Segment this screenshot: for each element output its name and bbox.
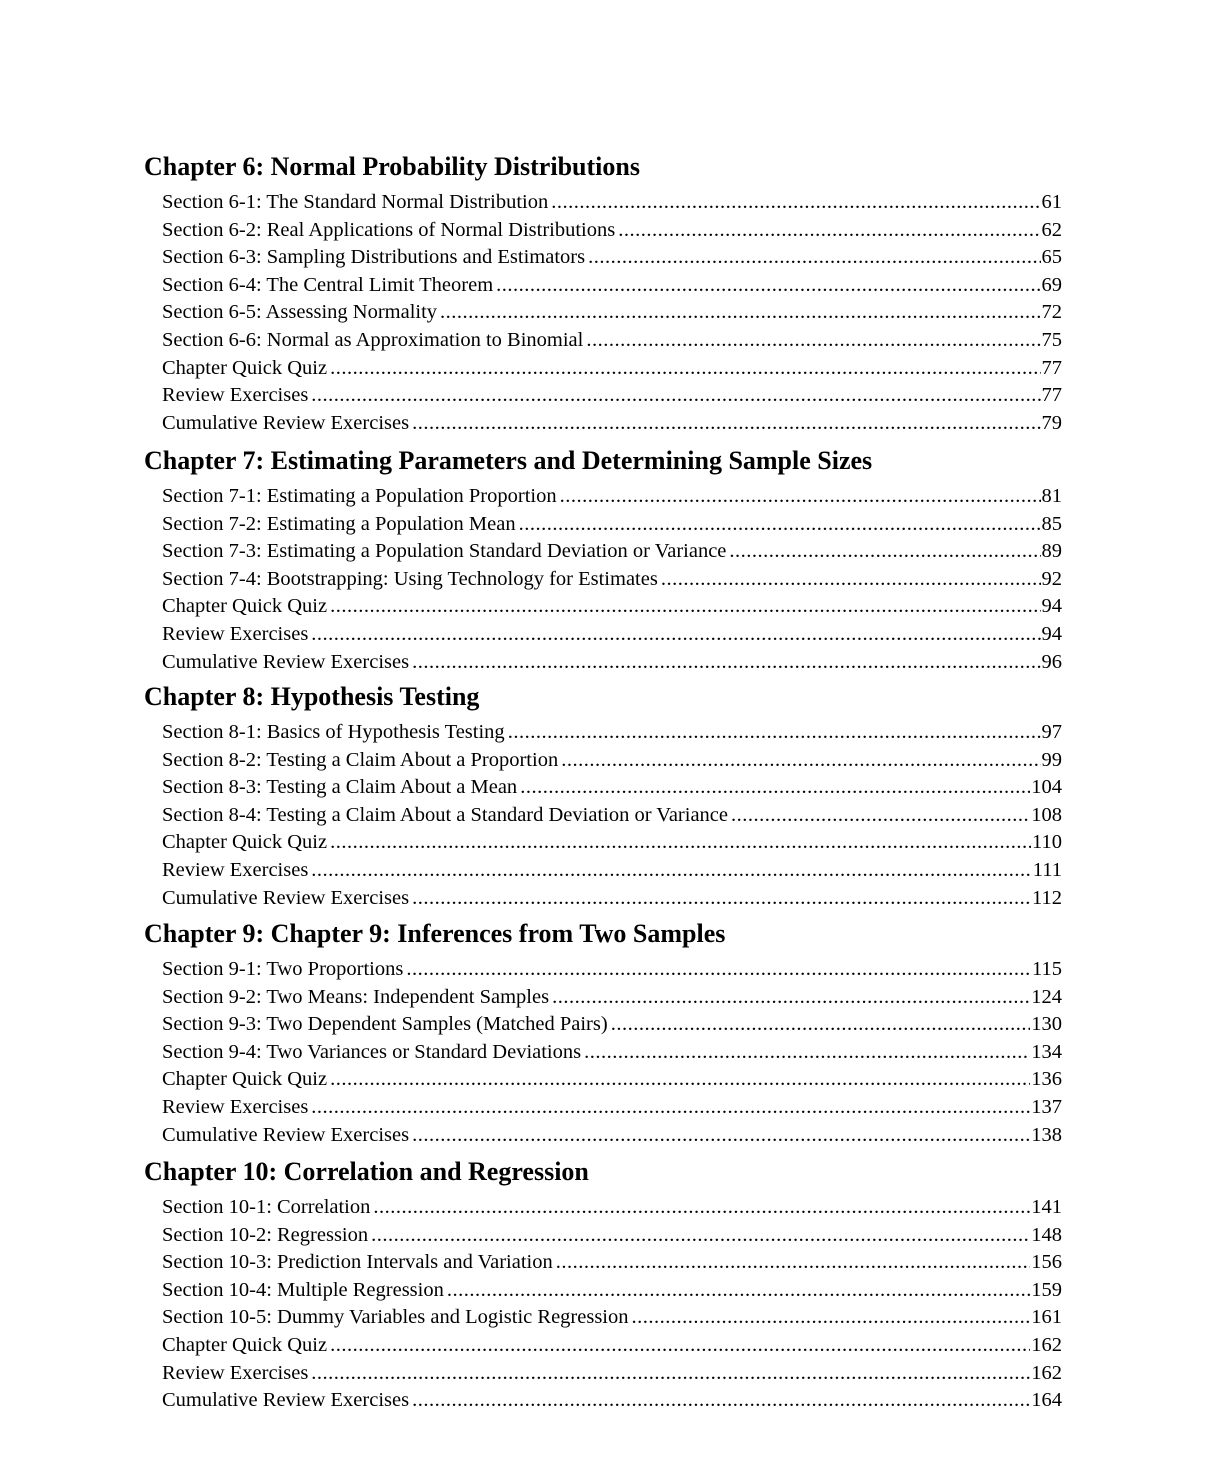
toc-page-number: 110 — [1032, 831, 1062, 854]
toc-entry-label: Section 9-4: Two Variances or Standard Deviations — [162, 1040, 582, 1063]
toc-entry[interactable] — [162, 1193, 1062, 1221]
chapter-title: Chapter 9: Chapter 9: Inferences from Two Samples — [144, 919, 726, 948]
toc-entry-label: Section 10-3: Prediction Intervals and Variation — [162, 1251, 553, 1274]
toc-entry[interactable] — [162, 648, 1062, 676]
toc-entry[interactable] — [162, 746, 1062, 774]
toc-entry-label: Section 8-4: Testing a Claim About a Standard Deviation or Variance — [162, 803, 728, 826]
toc-page-number: 164 — [1031, 1389, 1062, 1412]
dot-leader — [373, 1193, 1030, 1221]
toc-entry[interactable] — [162, 856, 1062, 884]
toc-entry-label: Cumulative Review Exercises — [162, 1389, 410, 1412]
dot-leader — [412, 884, 1031, 912]
toc-page-number: 77 — [1041, 356, 1062, 379]
chapter-title: Chapter 7: Estimating Parameters and Determining Sample Sizes — [144, 446, 873, 475]
dot-leader — [588, 243, 1040, 271]
chapter-title: Chapter 6: Normal Probability Distributions — [144, 152, 640, 181]
toc-entry[interactable] — [162, 271, 1062, 299]
toc-entry-label: Section 6-3: Sampling Distributions and Estimators — [162, 246, 586, 269]
toc-entry[interactable] — [162, 718, 1062, 746]
dot-leader — [447, 1276, 1030, 1304]
toc-page-number: 148 — [1031, 1223, 1062, 1246]
toc-entry-label: Section 8-1: Basics of Hypothesis Testing — [162, 721, 505, 743]
toc-page-number: 108 — [1031, 803, 1062, 826]
toc-page-number: 75 — [1041, 329, 1062, 351]
toc-page-number: 81 — [1041, 485, 1062, 507]
dot-leader — [412, 409, 1040, 437]
toc-entry-label: Section 9-2: Two Means: Independent Samples — [162, 985, 550, 1008]
dot-leader — [551, 188, 1040, 216]
toc-page-number: 161 — [1031, 1306, 1062, 1329]
toc-entry-label: Section 7-2: Estimating a Population Mean — [162, 512, 516, 535]
toc-entry-label: Section 8-3: Testing a Claim About a Mean — [162, 776, 518, 799]
dot-leader — [311, 620, 1040, 648]
toc-page-number: 112 — [1032, 886, 1062, 909]
toc-page-number: 104 — [1031, 776, 1062, 799]
toc-page-number: 138 — [1031, 1123, 1062, 1146]
dot-leader — [311, 381, 1040, 409]
dot-leader — [330, 1331, 1030, 1359]
toc-entry[interactable] — [162, 801, 1062, 829]
toc-entry[interactable] — [162, 1093, 1062, 1121]
chapter-title: Chapter 10: Correlation and Regression — [144, 1157, 589, 1186]
toc-page-number: 162 — [1031, 1334, 1062, 1356]
toc-entry-label: Section 6-2: Real Applications of Normal Distributions — [162, 218, 616, 241]
toc-entry[interactable] — [162, 243, 1062, 271]
toc-page-number: 130 — [1031, 1013, 1062, 1036]
dot-leader — [406, 955, 1031, 983]
dot-leader — [552, 983, 1030, 1011]
toc-entry-label: Cumulative Review Exercises — [162, 1123, 410, 1146]
toc-page-number: 156 — [1031, 1251, 1062, 1274]
toc-page-number: 99 — [1041, 748, 1062, 771]
toc-entry[interactable] — [162, 983, 1062, 1011]
toc-entry[interactable] — [162, 955, 1062, 983]
toc-entry[interactable] — [162, 537, 1062, 565]
toc-entry[interactable] — [162, 1010, 1062, 1038]
toc-entry[interactable] — [162, 216, 1062, 244]
dot-leader — [412, 1121, 1030, 1149]
toc-page-number: 134 — [1031, 1040, 1062, 1063]
toc-entry-label: Section 7-3: Estimating a Population Standard Deviation or Variance — [162, 540, 727, 563]
toc-entry[interactable] — [162, 1248, 1062, 1276]
toc-entry-label: Chapter Quick Quiz — [162, 1334, 328, 1356]
dot-leader — [412, 648, 1040, 676]
toc-entry[interactable] — [162, 773, 1062, 801]
toc-entry-label: Cumulative Review Exercises — [162, 650, 410, 673]
toc-entry-label: Chapter Quick Quiz — [162, 831, 328, 854]
toc-page-number: 141 — [1031, 1196, 1062, 1218]
toc-page-number: 94 — [1041, 623, 1062, 645]
toc-entry[interactable] — [162, 510, 1062, 538]
toc-page-number: 61 — [1041, 191, 1062, 213]
toc-page-number: 92 — [1041, 567, 1062, 590]
dot-leader — [586, 326, 1040, 354]
toc-entry[interactable] — [162, 620, 1062, 648]
dot-leader — [330, 1065, 1030, 1093]
dot-leader — [520, 773, 1030, 801]
dot-leader — [618, 216, 1040, 244]
toc-entry[interactable] — [162, 1038, 1062, 1066]
dot-leader — [311, 856, 1031, 884]
toc-entry[interactable] — [162, 298, 1062, 326]
toc-entry-label: Review Exercises — [162, 1096, 309, 1118]
toc-entry-label: Section 10-2: Regression — [162, 1223, 369, 1246]
toc-entry-label: Review Exercises — [162, 384, 309, 407]
dot-leader — [561, 746, 1040, 774]
toc-entry[interactable] — [162, 565, 1062, 593]
toc-page-number: 137 — [1031, 1096, 1062, 1118]
toc-entry-label: Review Exercises — [162, 859, 309, 881]
toc-entry-label: Cumulative Review Exercises — [162, 411, 410, 434]
toc-entry-label: Section 10-1: Correlation — [162, 1196, 371, 1218]
dot-leader — [371, 1221, 1030, 1249]
toc-page-number: 65 — [1041, 246, 1062, 269]
toc-entry-label: Section 6-6: Normal as Approximation to Binomial — [162, 329, 584, 351]
dot-leader — [731, 801, 1030, 829]
toc-page-number: 62 — [1041, 218, 1062, 241]
toc-entry[interactable] — [162, 409, 1062, 437]
toc-entry-label: Section 9-3: Two Dependent Samples (Matched Pairs) — [162, 1013, 608, 1036]
dot-leader — [440, 298, 1040, 326]
dot-leader — [508, 718, 1041, 746]
toc-entry-label: Section 10-5: Dummy Variables and Logistic Regression — [162, 1306, 629, 1329]
toc-page-number: 85 — [1041, 512, 1062, 535]
dot-leader — [560, 482, 1041, 510]
toc-page-number: 111 — [1032, 859, 1062, 881]
toc-entry-label: Chapter Quick Quiz — [162, 356, 328, 379]
toc-entry-label: Chapter Quick Quiz — [162, 595, 328, 618]
dot-leader — [496, 271, 1040, 299]
toc-page-number: 159 — [1031, 1278, 1062, 1301]
toc-entry-label: Section 10-4: Multiple Regression — [162, 1278, 444, 1301]
dot-leader — [412, 1386, 1030, 1414]
toc-entry-label: Section 6-5: Assessing Normality — [162, 301, 438, 324]
toc-entry-label: Section 6-1: The Standard Normal Distribution — [162, 191, 549, 213]
toc-entry[interactable] — [162, 1303, 1062, 1331]
toc-entry[interactable] — [162, 592, 1062, 620]
toc-entry[interactable] — [162, 1065, 1062, 1093]
toc-entry[interactable] — [162, 884, 1062, 912]
dot-leader — [519, 510, 1041, 538]
toc-page-number: 77 — [1041, 384, 1062, 407]
dot-leader — [330, 592, 1040, 620]
toc-entry-label: Section 9-1: Two Proportions — [162, 958, 404, 980]
toc-page-number: 115 — [1032, 958, 1062, 980]
toc-page-number: 69 — [1041, 273, 1062, 296]
toc-entry-label: Section 7-4: Bootstrapping: Using Technology for Estimates — [162, 567, 658, 590]
dot-leader — [330, 354, 1040, 382]
dot-leader — [729, 537, 1040, 565]
toc-entry-label: Review Exercises — [162, 1361, 309, 1384]
toc-entry[interactable] — [162, 1359, 1062, 1387]
dot-leader — [556, 1248, 1031, 1276]
toc-page-number: 89 — [1041, 540, 1062, 563]
toc-page-number: 124 — [1031, 985, 1062, 1008]
dot-leader — [611, 1010, 1031, 1038]
toc-entry[interactable] — [162, 1386, 1062, 1414]
dot-leader — [661, 565, 1041, 593]
toc-page-number: 97 — [1041, 721, 1062, 743]
toc-entry[interactable] — [162, 381, 1062, 409]
toc-page-number: 79 — [1041, 411, 1062, 434]
toc-entry[interactable] — [162, 1121, 1062, 1149]
toc-entry[interactable] — [162, 326, 1062, 354]
toc-entry-label: Review Exercises — [162, 623, 309, 645]
toc-entry-label: Section 7-1: Estimating a Population Proportion — [162, 485, 557, 507]
toc-entry-label: Chapter Quick Quiz — [162, 1068, 328, 1091]
toc-entry[interactable] — [162, 1331, 1062, 1359]
toc-page-number: 136 — [1031, 1068, 1062, 1091]
toc-entry[interactable] — [162, 354, 1062, 382]
toc-entry[interactable] — [162, 1276, 1062, 1304]
toc-page-number: 94 — [1041, 595, 1062, 618]
dot-leader — [330, 828, 1031, 856]
toc-entry[interactable] — [162, 188, 1062, 216]
dot-leader — [311, 1359, 1030, 1387]
chapter-title: Chapter 8: Hypothesis Testing — [144, 682, 480, 711]
toc-entry[interactable] — [162, 828, 1062, 856]
toc-entry[interactable] — [162, 482, 1062, 510]
toc-page-number: 96 — [1041, 650, 1062, 673]
dot-leader — [584, 1038, 1030, 1066]
dot-leader — [311, 1093, 1030, 1121]
dot-leader — [632, 1303, 1031, 1331]
toc-page-number: 72 — [1041, 301, 1062, 324]
toc-entry-label: Cumulative Review Exercises — [162, 886, 410, 909]
toc-page-number: 162 — [1031, 1361, 1062, 1384]
toc-entry-label: Section 6-4: The Central Limit Theorem — [162, 273, 494, 296]
toc-entry[interactable] — [162, 1221, 1062, 1249]
toc-entry-label: Section 8-2: Testing a Claim About a Proportion — [162, 748, 559, 771]
